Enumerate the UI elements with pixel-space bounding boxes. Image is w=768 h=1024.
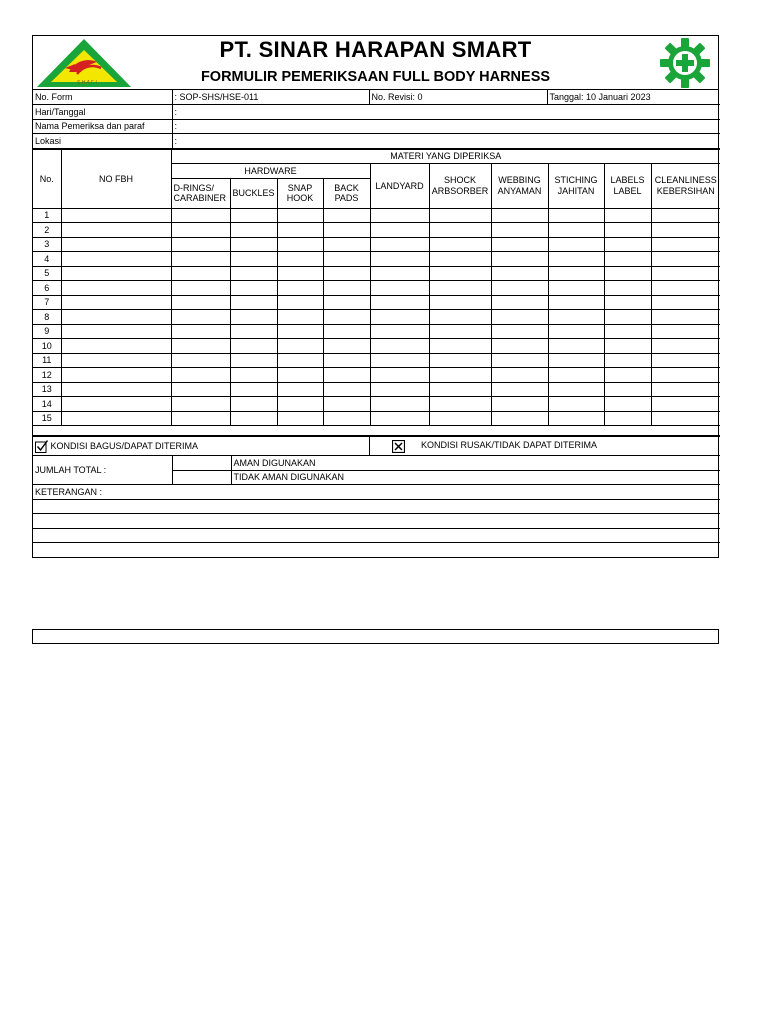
col-back-pads: BACK PADS: [323, 178, 370, 208]
row-number: 3: [33, 237, 61, 252]
no-revisi[interactable]: No. Revisi: 0: [369, 90, 547, 105]
check-cell[interactable]: [370, 295, 429, 310]
check-cell[interactable]: [651, 266, 720, 281]
check-cell[interactable]: [370, 266, 429, 281]
check-cell[interactable]: [323, 281, 370, 296]
row-number: 2: [33, 223, 61, 238]
row-number: 7: [33, 295, 61, 310]
check-cell[interactable]: [548, 208, 604, 223]
hari-tanggal-field[interactable]: :: [172, 105, 720, 120]
check-cell[interactable]: [651, 281, 720, 296]
check-cell[interactable]: [277, 324, 323, 339]
table-row: [33, 397, 720, 412]
check-cell[interactable]: [604, 252, 651, 267]
fbh-cell[interactable]: [61, 310, 171, 325]
check-cell[interactable]: [491, 353, 548, 368]
check-cell[interactable]: [171, 252, 230, 267]
check-cell[interactable]: [277, 208, 323, 223]
legend-table: [33, 436, 720, 557]
check-cell[interactable]: [323, 266, 370, 281]
k3-safety-gear-cross-logo: [658, 38, 712, 88]
checked-box-icon: [35, 440, 48, 453]
check-cell[interactable]: [429, 411, 491, 426]
form-info-table: [33, 90, 720, 149]
check-cell[interactable]: [230, 310, 277, 325]
legend-good-label: KONDISI BAGUS/DAPAT DITERIMA: [50, 440, 199, 451]
hari-tanggal-label: Hari/Tanggal: [33, 105, 172, 120]
keterangan-line[interactable]: [33, 543, 720, 558]
check-cell[interactable]: [548, 266, 604, 281]
row-number: 12: [33, 368, 61, 383]
row-number: 1: [33, 208, 61, 223]
fbh-cell[interactable]: [61, 266, 171, 281]
check-cell[interactable]: [370, 411, 429, 426]
check-cell[interactable]: [548, 382, 604, 397]
check-cell[interactable]: [429, 324, 491, 339]
materi-header: MATERI YANG DIPERIKSA: [171, 149, 720, 164]
check-cell[interactable]: [277, 281, 323, 296]
fbh-cell[interactable]: [61, 411, 171, 426]
table-row: [33, 295, 720, 310]
table-row: [33, 382, 720, 397]
check-cell[interactable]: [230, 237, 277, 252]
check-cell[interactable]: [429, 266, 491, 281]
check-cell[interactable]: [171, 411, 230, 426]
lokasi-field[interactable]: :: [172, 134, 720, 149]
jumlah-total-label: JUMLAH TOTAL :: [33, 456, 172, 485]
form-title: FORMULIR PEMERIKSAAN FULL BODY HARNESS: [200, 69, 551, 85]
check-cell[interactable]: [323, 252, 370, 267]
hardware-header: HARDWARE: [171, 164, 370, 179]
table-row: [33, 368, 720, 383]
inspection-table: [33, 149, 720, 437]
form-header: [33, 36, 718, 90]
check-cell[interactable]: [491, 411, 548, 426]
check-cell[interactable]: [651, 411, 720, 426]
check-cell[interactable]: [171, 339, 230, 354]
table-row: [33, 353, 720, 368]
check-cell[interactable]: [370, 339, 429, 354]
check-cell[interactable]: [429, 310, 491, 325]
col-buckles: BUCKLES: [230, 178, 277, 208]
check-cell[interactable]: [171, 310, 230, 325]
check-cell[interactable]: [604, 324, 651, 339]
check-cell[interactable]: [277, 266, 323, 281]
no-form-label: No. Form: [33, 90, 172, 105]
check-cell[interactable]: [323, 382, 370, 397]
check-cell[interactable]: [651, 295, 720, 310]
check-cell[interactable]: [604, 411, 651, 426]
fbh-cell[interactable]: [61, 281, 171, 296]
check-cell[interactable]: [230, 397, 277, 412]
check-cell[interactable]: [548, 237, 604, 252]
crossed-box-icon: [392, 440, 405, 453]
check-cell[interactable]: [651, 310, 720, 325]
col-snap-hook: SNAP HOOK: [277, 178, 323, 208]
check-cell[interactable]: [548, 281, 604, 296]
check-cell[interactable]: [491, 281, 548, 296]
check-cell[interactable]: [491, 368, 548, 383]
check-cell[interactable]: [651, 208, 720, 223]
check-cell[interactable]: [370, 353, 429, 368]
check-cell[interactable]: [370, 324, 429, 339]
table-row: [33, 266, 720, 281]
check-cell[interactable]: [230, 368, 277, 383]
check-cell[interactable]: [323, 411, 370, 426]
check-cell[interactable]: [491, 324, 548, 339]
check-cell[interactable]: [230, 411, 277, 426]
row-number: 9: [33, 324, 61, 339]
keterangan-line[interactable]: [33, 514, 720, 529]
check-cell[interactable]: [651, 353, 720, 368]
check-cell[interactable]: [171, 266, 230, 281]
check-cell[interactable]: [651, 324, 720, 339]
check-cell[interactable]: [548, 295, 604, 310]
table-row: [33, 252, 720, 267]
row-number: 8: [33, 310, 61, 325]
check-cell[interactable]: [171, 295, 230, 310]
check-cell[interactable]: [491, 266, 548, 281]
check-cell[interactable]: [548, 252, 604, 267]
check-cell[interactable]: [277, 353, 323, 368]
check-cell[interactable]: [277, 411, 323, 426]
check-cell[interactable]: [548, 310, 604, 325]
check-cell[interactable]: [230, 295, 277, 310]
check-cell[interactable]: [323, 368, 370, 383]
check-cell[interactable]: [230, 353, 277, 368]
check-cell[interactable]: [548, 339, 604, 354]
col-webbing: WEBBING ANYAMAN: [491, 164, 548, 209]
row-number: 4: [33, 252, 61, 267]
check-cell[interactable]: [604, 281, 651, 296]
row-number: 11: [33, 353, 61, 368]
check-cell[interactable]: [491, 382, 548, 397]
keterangan-label: KETERANGAN :: [33, 485, 720, 500]
check-cell[interactable]: [548, 353, 604, 368]
check-cell[interactable]: [491, 252, 548, 267]
fbh-cell[interactable]: [61, 339, 171, 354]
legend-bad-label: KONDISI RUSAK/TIDAK DAPAT DITERIMA: [421, 440, 598, 451]
check-cell[interactable]: [651, 223, 720, 238]
fbh-cell[interactable]: [61, 368, 171, 383]
check-cell[interactable]: [370, 237, 429, 252]
check-cell[interactable]: [323, 353, 370, 368]
check-cell[interactable]: [230, 266, 277, 281]
check-cell[interactable]: [370, 310, 429, 325]
check-cell[interactable]: [651, 382, 720, 397]
col-cleanliness: CLEANLINESS KEBERSIHAN: [651, 164, 720, 209]
check-cell[interactable]: [277, 252, 323, 267]
row-number: 14: [33, 397, 61, 412]
check-cell[interactable]: [429, 368, 491, 383]
check-cell[interactable]: [370, 252, 429, 267]
check-cell[interactable]: [370, 281, 429, 296]
check-cell[interactable]: [429, 281, 491, 296]
check-cell[interactable]: [370, 368, 429, 383]
tanggal[interactable]: Tanggal: 10 Januari 2023: [547, 90, 720, 105]
check-cell[interactable]: [370, 397, 429, 412]
row-number: 5: [33, 266, 61, 281]
bottom-box: [32, 629, 719, 644]
no-column-header: No.: [33, 149, 61, 208]
col-stiching: STICHING JAHITAN: [548, 164, 604, 209]
row-number: 10: [33, 339, 61, 354]
check-cell[interactable]: [491, 397, 548, 412]
check-cell[interactable]: [323, 223, 370, 238]
check-cell[interactable]: [651, 368, 720, 383]
check-cell[interactable]: [548, 324, 604, 339]
check-cell[interactable]: [429, 382, 491, 397]
check-cell[interactable]: [370, 208, 429, 223]
check-cell[interactable]: [604, 353, 651, 368]
check-cell[interactable]: [323, 339, 370, 354]
table-row: [33, 208, 720, 223]
table-row: [33, 411, 720, 426]
check-cell[interactable]: [277, 237, 323, 252]
check-cell[interactable]: [429, 223, 491, 238]
check-cell[interactable]: [429, 397, 491, 412]
check-cell[interactable]: [491, 223, 548, 238]
check-cell[interactable]: [323, 324, 370, 339]
col-labels: LABELS LABEL: [604, 164, 651, 209]
check-cell[interactable]: [230, 324, 277, 339]
row-number: 6: [33, 281, 61, 296]
check-cell[interactable]: [429, 353, 491, 368]
tidak-aman-label: TIDAK AMAN DIGUNAKAN: [231, 470, 720, 485]
logo-lettering: S H A F I: [77, 80, 97, 86]
check-cell[interactable]: [323, 237, 370, 252]
fbh-cell[interactable]: [61, 208, 171, 223]
check-cell[interactable]: [230, 281, 277, 296]
check-cell[interactable]: [491, 208, 548, 223]
check-cell[interactable]: [604, 237, 651, 252]
jumlah-tidak-aman-field[interactable]: [172, 470, 231, 485]
check-cell[interactable]: [323, 208, 370, 223]
fbh-column-header: NO FBH: [61, 149, 171, 208]
fbh-cell[interactable]: [61, 382, 171, 397]
check-cell[interactable]: [277, 339, 323, 354]
check-cell[interactable]: [323, 295, 370, 310]
check-cell[interactable]: [171, 382, 230, 397]
fbh-cell[interactable]: [61, 353, 171, 368]
fbh-cell[interactable]: [61, 324, 171, 339]
fbh-cell[interactable]: [61, 223, 171, 238]
check-cell[interactable]: [651, 237, 720, 252]
check-cell[interactable]: [230, 223, 277, 238]
check-cell[interactable]: [429, 208, 491, 223]
check-cell[interactable]: [171, 368, 230, 383]
check-cell[interactable]: [604, 295, 651, 310]
check-cell[interactable]: [548, 223, 604, 238]
check-cell[interactable]: [171, 237, 230, 252]
check-cell[interactable]: [277, 295, 323, 310]
check-cell[interactable]: [429, 339, 491, 354]
check-cell[interactable]: [171, 281, 230, 296]
check-cell[interactable]: [323, 397, 370, 412]
col-landyard: LANDYARD: [370, 164, 429, 209]
check-cell[interactable]: [171, 324, 230, 339]
check-cell[interactable]: [429, 252, 491, 267]
check-cell[interactable]: [548, 397, 604, 412]
fbh-cell[interactable]: [61, 237, 171, 252]
table-row: [33, 223, 720, 238]
check-cell[interactable]: [230, 252, 277, 267]
col-d-rings: D-RINGS/ CARABINER: [171, 178, 230, 208]
check-cell[interactable]: [604, 339, 651, 354]
check-cell[interactable]: [370, 223, 429, 238]
check-cell[interactable]: [491, 237, 548, 252]
check-cell[interactable]: [370, 382, 429, 397]
check-cell[interactable]: [651, 252, 720, 267]
table-row: [33, 281, 720, 296]
aman-digunakan-label: AMAN DIGUNAKAN: [231, 456, 720, 471]
check-cell[interactable]: [548, 368, 604, 383]
pemeriksa-label: Nama Pemeriksa dan paraf: [33, 119, 172, 134]
check-cell[interactable]: [604, 208, 651, 223]
check-cell[interactable]: [491, 339, 548, 354]
check-cell[interactable]: [230, 382, 277, 397]
check-cell[interactable]: [604, 397, 651, 412]
check-cell[interactable]: [604, 266, 651, 281]
check-cell[interactable]: [230, 208, 277, 223]
table-row: [33, 324, 720, 339]
check-cell[interactable]: [277, 368, 323, 383]
table-row: [33, 237, 720, 252]
check-cell[interactable]: [491, 295, 548, 310]
check-cell[interactable]: [604, 310, 651, 325]
fbh-cell[interactable]: [61, 397, 171, 412]
col-shock-absorber: SHOCK ARBSORBER: [429, 164, 491, 209]
check-cell[interactable]: [277, 397, 323, 412]
check-cell[interactable]: [604, 223, 651, 238]
check-cell[interactable]: [491, 310, 548, 325]
table-row: [33, 310, 720, 325]
check-cell[interactable]: [277, 382, 323, 397]
row-number: 13: [33, 382, 61, 397]
pemeriksa-field[interactable]: :: [172, 119, 720, 134]
check-cell[interactable]: [277, 223, 323, 238]
keterangan-line[interactable]: [33, 499, 720, 514]
check-cell[interactable]: [323, 310, 370, 325]
check-cell[interactable]: [651, 339, 720, 354]
table-row: [33, 339, 720, 354]
company-name: PT. SINAR HARAPAN SMART: [219, 37, 532, 62]
legend-bad: [369, 437, 720, 456]
table-spacer-row: [33, 426, 720, 436]
check-cell[interactable]: [604, 368, 651, 383]
fbh-cell[interactable]: [61, 295, 171, 310]
no-form-value[interactable]: : SOP-SHS/HSE-011: [172, 90, 369, 105]
jumlah-aman-field[interactable]: [172, 456, 231, 471]
check-cell[interactable]: [230, 339, 277, 354]
check-cell[interactable]: [171, 353, 230, 368]
check-cell[interactable]: [651, 397, 720, 412]
check-cell[interactable]: [171, 397, 230, 412]
fbh-cell[interactable]: [61, 252, 171, 267]
check-cell[interactable]: [548, 411, 604, 426]
check-cell[interactable]: [429, 295, 491, 310]
row-number: 15: [33, 411, 61, 426]
check-cell[interactable]: [171, 223, 230, 238]
keterangan-line[interactable]: [33, 528, 720, 543]
inspection-form: [32, 35, 719, 558]
legend-good: [33, 437, 369, 456]
lokasi-label: Lokasi: [33, 134, 172, 149]
check-cell[interactable]: [171, 208, 230, 223]
check-cell[interactable]: [277, 310, 323, 325]
check-cell[interactable]: [429, 237, 491, 252]
check-cell[interactable]: [604, 382, 651, 397]
